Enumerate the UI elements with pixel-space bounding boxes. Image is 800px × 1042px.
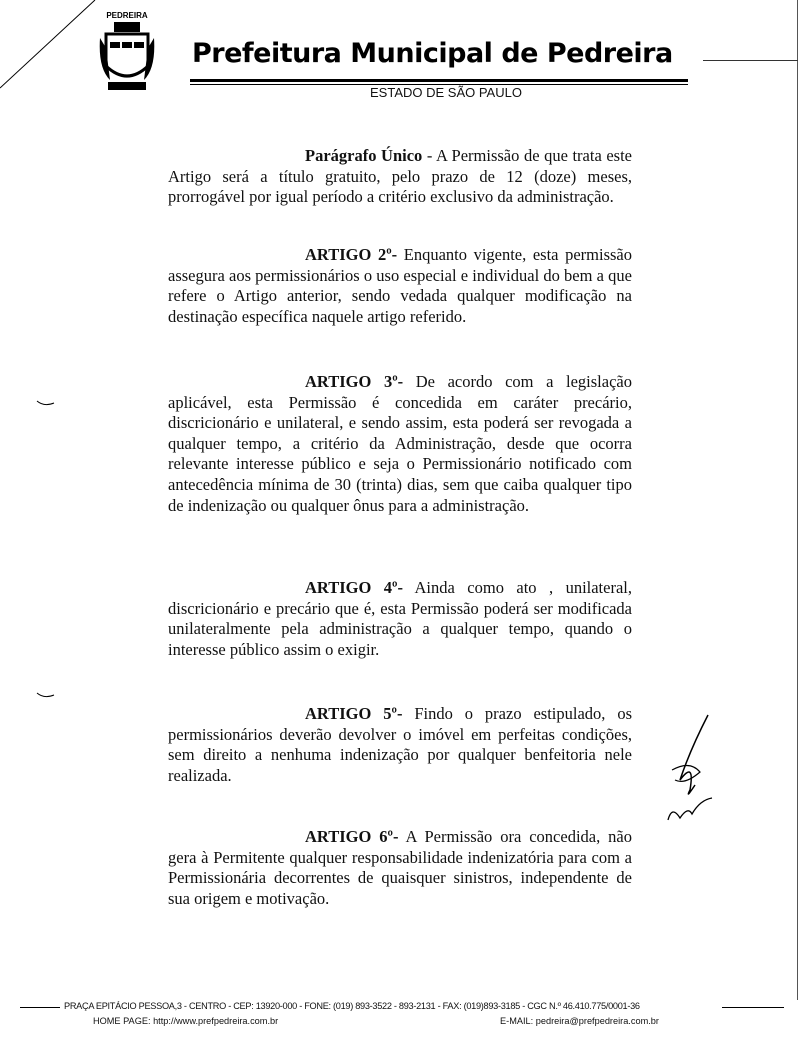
page-subtitle: ESTADO DE SÃO PAULO: [370, 85, 522, 100]
footer-rule-left: [20, 1007, 60, 1008]
para-text: Findo o prazo estipulado, os permissionários deverão devolver o imóvel em perfeitas condições, sem direito a nenhuma indenização por qualquer benfeitoria nele realizada.: [168, 704, 632, 785]
footer-rule-right: [722, 1007, 784, 1008]
para-text: A Permissão ora concedida, não gera à Permitente qualquer responsabilidade indenizatória para com a Permissionária decorrentes de quaisquer sinistros, independente de sua origem e motivação.: [168, 827, 632, 908]
title-tail-line: [703, 60, 798, 61]
margin-mark: [36, 398, 56, 408]
para-lead: ARTIGO 6º-: [305, 827, 399, 846]
margin-mark: [36, 690, 56, 700]
page-title: Prefeitura Municipal de Pedreira: [192, 38, 673, 69]
paragrafo-unico: [168, 146, 632, 208]
para-text: - A Permissão de que trata este Artigo será a título gratuito, pelo prazo de 12 (doze) meses, prorrogável por igual período a critério exclusivo da administração.: [168, 146, 632, 207]
artigo-3: [168, 372, 632, 516]
footer-homepage: HOME PAGE: http://www.prefpedreira.com.br: [93, 1016, 279, 1026]
artigo-5: [168, 704, 632, 786]
para-lead: Parágrafo Único: [305, 146, 423, 165]
para-text: Enquanto vigente, esta permissão assegura aos permissionários o uso especial e individual do bem a que refere o Artigo anterior, sendo vedada qualquer modificação na destinação específica naquele artigo referido.: [168, 245, 632, 326]
para-lead: ARTIGO 4º-: [305, 578, 403, 597]
scan-corner-line: [0, 0, 110, 90]
coat-of-arms-logo: [98, 8, 156, 100]
footer-address: PRAÇA EPITÁCIO PESSOA,3 - CENTRO - CEP: 13920-000 - FONE: (019) 893-3522 - 893-2131 - FAX: (019)893-3185 - CGC N.º 46.410.775/0001-36: [64, 1001, 640, 1011]
svg-text:PEDREIRA: PEDREIRA: [106, 11, 148, 20]
scan-edge-line: [797, 0, 798, 1000]
para-text: De acordo com a legislação aplicável, esta Permissão é concedida em caráter precário, discricionário e unilateral, e sendo assim, esta poderá ser revogada a qualquer tempo, a critério da Administração, desde que ocorra relevante interesse público e seja o Permissionário notificado com antecedência mínima de 30 (trinta) dias, sem que caiba qualquer tipo de indenização ou qualquer ônus para a administração.: [168, 372, 632, 515]
title-rule: [190, 79, 688, 82]
para-lead: ARTIGO 3º-: [305, 372, 404, 391]
footer-email: E-MAIL: pedreira@prefpedreira.com.br: [500, 1016, 659, 1026]
artigo-4: [168, 578, 632, 660]
artigo-2: [168, 245, 632, 327]
signature-initials: [660, 710, 720, 840]
artigo-6: [168, 827, 632, 909]
para-text: Ainda como ato , unilateral, discricionário e precário que é, esta Permissão poderá ser modificada unilateralmente pela administração a qualquer tempo, quando o interesse público assim o exigir.: [168, 578, 632, 659]
para-lead: ARTIGO 2º-: [305, 245, 398, 264]
para-lead: ARTIGO 5º-: [305, 704, 403, 723]
